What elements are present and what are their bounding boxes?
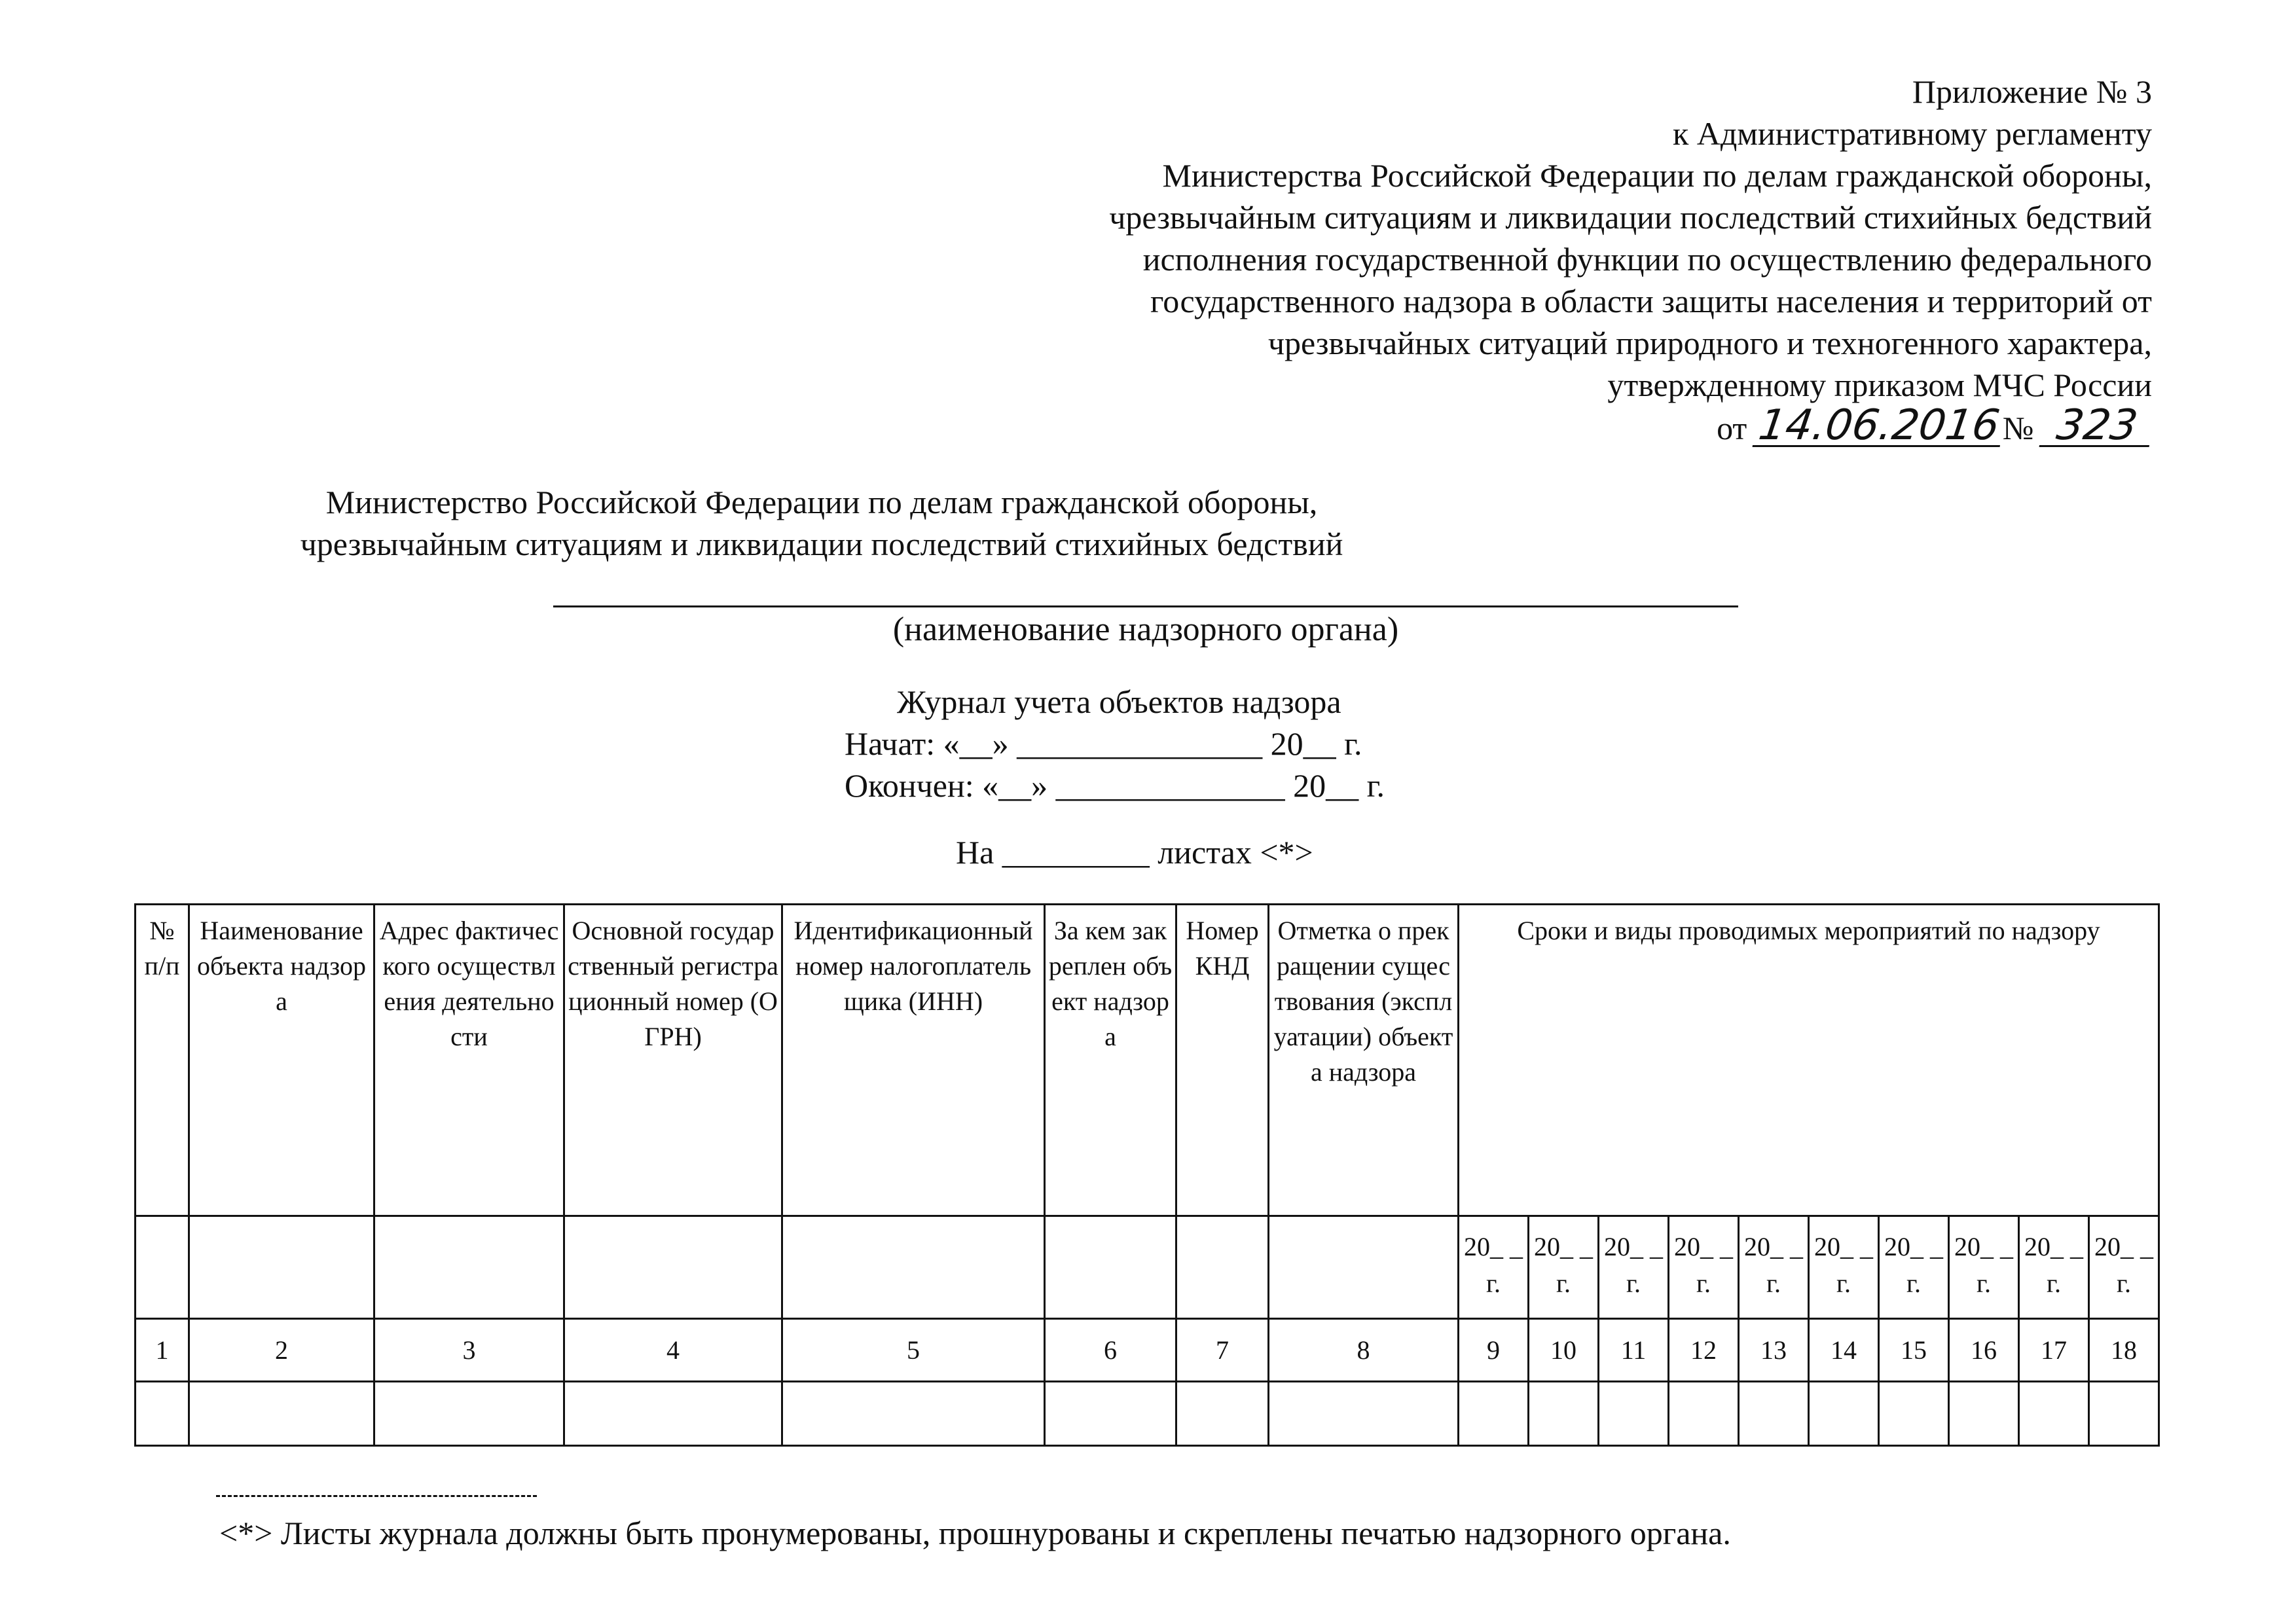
appendix-line: к Административному регламенту: [1672, 115, 2152, 152]
column-number: 9: [1459, 1319, 1529, 1382]
table-cell: [1459, 1382, 1529, 1446]
column-number: 10: [1529, 1319, 1599, 1382]
table-cell: [1599, 1382, 1669, 1446]
table-cell: [2089, 1382, 2159, 1446]
table-cell: [782, 1382, 1045, 1446]
header-cell: Идентификационный номер налогоплательщика (ИНН): [782, 905, 1045, 1216]
table-cell: [1739, 1382, 1809, 1446]
order-line: [712, 401, 2152, 450]
column-number: 2: [189, 1319, 374, 1382]
ministry-line: чрезвычайным ситуациям и ликвидации последствий стихийных бедствий: [300, 526, 1343, 562]
journal-title: Журнал учета объектов надзора: [897, 683, 1341, 720]
year-cell: 20_ _ г.: [2089, 1216, 2159, 1319]
table-cell: [136, 1382, 189, 1446]
table-cell: [1879, 1382, 1949, 1446]
column-number: 1: [136, 1319, 189, 1382]
table-cell: [1809, 1382, 1879, 1446]
header-cell: Адрес фактического осуществления деятельности: [374, 905, 564, 1216]
table-cell: [1045, 1216, 1176, 1319]
order-date-handwritten: 14.06.2016: [1752, 406, 2005, 447]
journal-table: [134, 903, 2160, 1447]
column-number: 5: [782, 1319, 1045, 1382]
column-number: 6: [1045, 1319, 1176, 1382]
journal-block: [845, 681, 1499, 806]
footnote: <*> Листы журнала должны быть пронумерованы, прошнурованы и скреплены печатью надзорного органа.: [219, 1515, 1731, 1551]
table-cell: [2019, 1382, 2089, 1446]
table-cell: [1669, 1382, 1739, 1446]
header-cell: За кем закреплен объект надзора: [1045, 905, 1176, 1216]
appendix-line: Приложение № 3: [1912, 73, 2152, 110]
appendix-line: чрезвычайным ситуациям и ликвидации последствий стихийных бедствий: [1109, 199, 2152, 236]
ministry-line: Министерство Российской Федерации по делам гражданской обороны,: [325, 484, 1318, 520]
year-cell: 20_ _ г.: [1529, 1216, 1599, 1319]
table-cell: [374, 1216, 564, 1319]
appendix-header: [712, 71, 2152, 449]
table-cell: [189, 1216, 374, 1319]
table-cell: [1269, 1382, 1459, 1446]
journal-started: Начат: «__» _______________ 20__ г.: [845, 725, 1362, 762]
year-cell: 20_ _ г.: [1879, 1216, 1949, 1319]
appendix-line: Министерства Российской Федерации по делам гражданской обороны,: [1162, 157, 2152, 194]
column-number: 11: [1599, 1319, 1669, 1382]
table-cell: [782, 1216, 1045, 1319]
header-row: [136, 905, 2159, 1216]
ministry-title: [0, 481, 1643, 565]
column-number-row: [136, 1319, 2159, 1382]
appendix-line: чрезвычайных ситуаций природного и техногенного характера,: [1267, 325, 2152, 361]
column-number: 13: [1739, 1319, 1809, 1382]
year-cell: 20_ _ г.: [1599, 1216, 1669, 1319]
year-row: [136, 1216, 2159, 1319]
appendix-line: государственного надзора в области защиты населения и территорий от: [1150, 283, 2152, 319]
table-cell: [564, 1216, 782, 1319]
org-name-caption: (наименование надзорного органа): [892, 611, 1399, 648]
column-number: 7: [1176, 1319, 1269, 1382]
header-cell: Сроки и виды проводимых мероприятий по надзору: [1459, 905, 2159, 1216]
column-number: 14: [1809, 1319, 1879, 1382]
journal-ended: Окончен: «__» ______________ 20__ г.: [845, 767, 1385, 804]
year-cell: 20_ _ г.: [1459, 1216, 1529, 1319]
header-cell: Отметка о прекращении существования (эксплуатации) объекта надзора: [1269, 905, 1459, 1216]
table-cell: [374, 1382, 564, 1446]
sheets-count: На _________ листах <*>: [956, 834, 1313, 871]
column-number: 12: [1669, 1319, 1739, 1382]
column-number: 18: [2089, 1319, 2159, 1382]
order-number-label: №: [2002, 410, 2034, 446]
order-prefix: от: [1717, 410, 1747, 446]
table-cell: [189, 1382, 374, 1446]
table-cell: [1176, 1382, 1269, 1446]
table-cell: [1045, 1382, 1176, 1446]
column-number: 15: [1879, 1319, 1949, 1382]
year-cell: 20_ _ г.: [2019, 1216, 2089, 1319]
year-cell: 20_ _ г.: [1739, 1216, 1809, 1319]
org-name-blank-line: [553, 605, 1738, 607]
table-cell: [1949, 1382, 2019, 1446]
year-cell: 20_ _ г.: [1949, 1216, 2019, 1319]
table-row: [136, 1382, 2159, 1446]
year-cell: 20_ _ г.: [1669, 1216, 1739, 1319]
column-number: 17: [2019, 1319, 2089, 1382]
appendix-line: утвержденному приказом МЧС России: [1607, 367, 2152, 403]
header-cell: Номер КНД: [1176, 905, 1269, 1216]
table-cell: [1176, 1216, 1269, 1319]
table-cell: [564, 1382, 782, 1446]
column-number: 8: [1269, 1319, 1459, 1382]
footnote-separator: [216, 1495, 537, 1497]
header-cell: Наименование объекта надзора: [189, 905, 374, 1216]
table-cell: [1529, 1382, 1599, 1446]
table-cell: [136, 1216, 189, 1319]
appendix-line: исполнения государственной функции по осуществлению федерального: [1142, 241, 2152, 278]
header-cell: Основной государственный регистрационный номер (ОГРН): [564, 905, 782, 1216]
column-number: 16: [1949, 1319, 2019, 1382]
year-cell: 20_ _ г.: [1809, 1216, 1879, 1319]
column-number: 4: [564, 1319, 782, 1382]
table-cell: [1269, 1216, 1459, 1319]
order-number-handwritten: 323: [2039, 406, 2155, 447]
column-number: 3: [374, 1319, 564, 1382]
header-cell: № п/п: [136, 905, 189, 1216]
